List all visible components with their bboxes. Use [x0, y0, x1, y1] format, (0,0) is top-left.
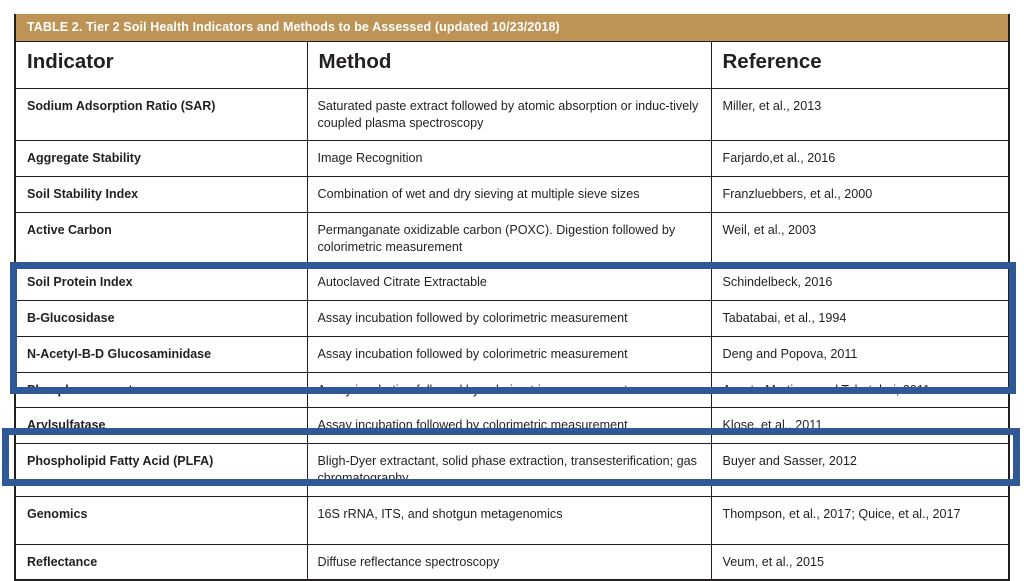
cell-method: Saturated paste extract followed by atomic absorption or induc-tively coupled plasma spectroscopy: [307, 89, 711, 141]
cell-indicator: Sodium Adsorption Ratio (SAR): [16, 89, 307, 141]
cell-indicator: Genomics: [16, 496, 307, 544]
cell-method: Autoclaved Citrate Extractable: [307, 265, 711, 301]
table-2-container: [14, 14, 1010, 581]
table-row: [16, 408, 1008, 444]
cell-indicator: N-Acetyl-B-D Glucosaminidase: [16, 336, 307, 372]
soil-health-indicators-table: [16, 41, 1008, 580]
cell-reference: Tabatabai, et al., 1994: [711, 301, 1008, 337]
cell-method: Image Recognition: [307, 141, 711, 177]
table-row: [16, 544, 1008, 579]
table-row: [16, 212, 1008, 264]
table-row: [16, 372, 1008, 408]
cell-method: Bligh-Dyer extractant, solid phase extraction, transesterification; gas chromatography: [307, 444, 711, 496]
table-caption-bar: TABLE 2. Tier 2 Soil Health Indicators and Methods to be Assessed (updated 10/23/2018): [16, 14, 1008, 41]
cell-indicator: Phosphomonoesterase: [16, 372, 307, 408]
cell-reference: Farjardo,et al., 2016: [711, 141, 1008, 177]
cell-indicator: Aggregate Stability: [16, 141, 307, 177]
cell-indicator: Arylsulfatase: [16, 408, 307, 444]
column-header-reference: Reference: [711, 41, 1008, 89]
cell-indicator: Soil Protein Index: [16, 265, 307, 301]
cell-method: Combination of wet and dry sieving at multiple sieve sizes: [307, 177, 711, 213]
table-body: [16, 89, 1008, 580]
cell-method: Assay incubation followed by colorimetric measurement: [307, 301, 711, 337]
cell-reference: Schindelbeck, 2016: [711, 265, 1008, 301]
table-row: [16, 336, 1008, 372]
cell-indicator: Reflectance: [16, 544, 307, 579]
cell-indicator: Soil Stability Index: [16, 177, 307, 213]
table-row: [16, 265, 1008, 301]
cell-reference: Franzluebbers, et al., 2000: [711, 177, 1008, 213]
table-row: [16, 496, 1008, 544]
cell-reference: Weil, et al., 2003: [711, 212, 1008, 264]
column-header-method: Method: [307, 41, 711, 89]
cell-method: Permanganate oxidizable carbon (POXC). Digestion followed by colorimetric measurement: [307, 212, 711, 264]
cell-method: Diffuse reflectance spectroscopy: [307, 544, 711, 579]
table-row: [16, 444, 1008, 496]
header-row: [16, 41, 1008, 89]
table-row: [16, 89, 1008, 141]
cell-indicator: Phospholipid Fatty Acid (PLFA): [16, 444, 307, 496]
cell-reference: Deng and Popova, 2011: [711, 336, 1008, 372]
cell-reference: Klose, et al., 2011: [711, 408, 1008, 444]
table-row: [16, 141, 1008, 177]
cell-method: Assay incubation followed by colorimetric measurement: [307, 372, 711, 408]
cell-indicator: B-Glucosidase: [16, 301, 307, 337]
cell-reference: Acosta-Martinez and Tabatabai, 2011: [711, 372, 1008, 408]
table-head: [16, 41, 1008, 89]
cell-method: 16S rRNA, ITS, and shotgun metagenomics: [307, 496, 711, 544]
cell-reference: Miller, et al., 2013: [711, 89, 1008, 141]
column-header-indicator: Indicator: [16, 41, 307, 89]
cell-reference: Veum, et al., 2015: [711, 544, 1008, 579]
cell-reference: Buyer and Sasser, 2012: [711, 444, 1008, 496]
cell-indicator: Active Carbon: [16, 212, 307, 264]
table-row: [16, 301, 1008, 337]
cell-method: Assay incubation followed by colorimetric measurement: [307, 408, 711, 444]
cell-reference: Thompson, et al., 2017; Quice, et al., 2017: [711, 496, 1008, 544]
cell-method: Assay incubation followed by colorimetric measurement: [307, 336, 711, 372]
table-row: [16, 177, 1008, 213]
